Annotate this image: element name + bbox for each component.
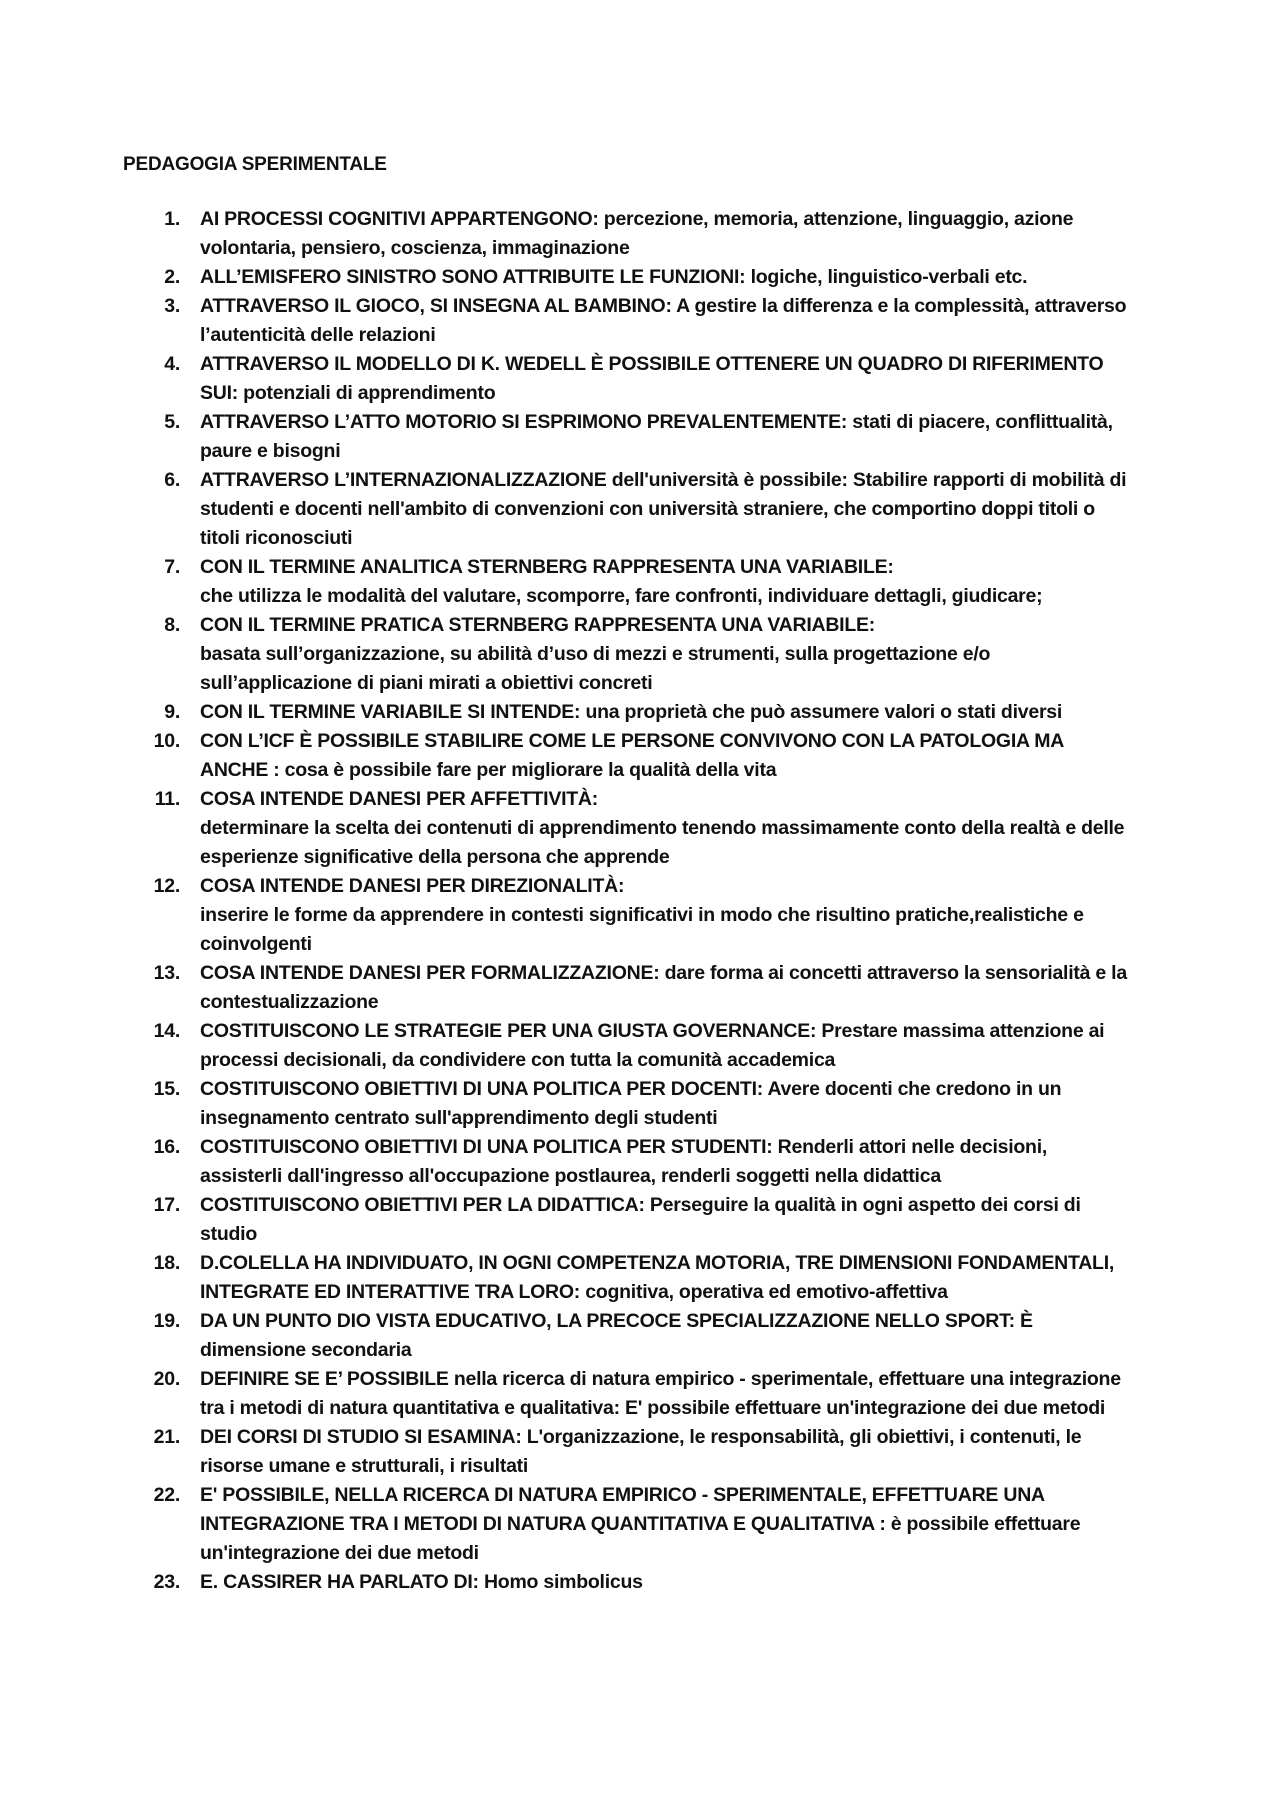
item-number: 9.: [164, 701, 180, 723]
question-text: ALL’EMISFERO SINISTRO SONO ATTRIBUITE LE FUNZIONI:: [200, 266, 746, 288]
list-item: [0, 1075, 1280, 1133]
list-item: [0, 350, 1280, 408]
question-text: ATTRAVERSO L’ATTO MOTORIO SI ESPRIMONO PREVALENTEMENTE:: [200, 411, 848, 433]
answer-text: nella ricerca di natura empirico - sperimentale, effettuare una integrazione tra i metodi di natura quantitativa e qualitativa: E' possibile effettuare un'integrazione dei due metodi: [200, 1368, 1121, 1419]
item-text: [200, 466, 1130, 553]
item-number: 18.: [153, 1252, 180, 1274]
list-item: [0, 1133, 1280, 1191]
item-text: [200, 1133, 1130, 1191]
document-title: PEDAGOGIA SPERIMENTALE: [123, 154, 387, 175]
item-text: [200, 1307, 1130, 1365]
item-text: [200, 263, 1130, 292]
item-number: 15.: [153, 1078, 180, 1100]
answer-text: L'organizzazione, le responsabilità, gli obiettivi, i contenuti, le risorse umane e strutturali, i risultati: [200, 1426, 1082, 1477]
item-text: [200, 350, 1130, 408]
question-text: E. CASSIRER HA PARLATO DI:: [200, 1571, 479, 1593]
item-number: 11.: [154, 788, 180, 810]
question-text: CON IL TERMINE VARIABILE SI INTENDE:: [200, 701, 581, 723]
question-text: DEI CORSI DI STUDIO SI ESAMINA:: [200, 1426, 522, 1448]
list-item: [0, 1481, 1280, 1568]
item-number: 10.: [153, 730, 180, 752]
item-text: [200, 1017, 1130, 1075]
list-item: [0, 698, 1280, 727]
item-number: 16.: [153, 1136, 180, 1158]
answer-text: determinare la scelta dei contenuti di apprendimento tenendo massimamente conto della realtà e delle esperienze significative della persona che apprende: [200, 817, 1125, 868]
answer-text: dell'università è possibile: Stabilire rapporti di mobilità di studenti e docenti nell'ambito di convenzioni con università straniere, che comportino doppi titoli o titoli riconosciuti: [200, 469, 1127, 549]
answer-text: Homo simbolicus: [483, 1571, 643, 1593]
question-text: ATTRAVERSO IL GIOCO, SI INSEGNA AL BAMBINO:: [200, 295, 672, 317]
item-number: 12.: [153, 875, 180, 897]
item-text: [200, 1365, 1130, 1423]
answer-text: basata sull’organizzazione, su abilità d’uso di mezzi e strumenti, sulla progettazione e/o sull’applicazione di piani mirati a obiettivi concreti: [200, 643, 991, 694]
answer-text: che utilizza le modalità del valutare, scomporre, fare confronti, individuare dettagli, giudicare;: [200, 585, 1043, 607]
item-text: [200, 872, 1130, 959]
item-text: [200, 1191, 1130, 1249]
item-text: [200, 1568, 1130, 1597]
item-number: 17.: [153, 1194, 180, 1216]
item-number: 14.: [153, 1020, 180, 1042]
answer-text: È dimensione secondaria: [200, 1310, 1033, 1361]
question-text: ATTRAVERSO L’INTERNAZIONALIZZAZIONE: [200, 469, 607, 491]
list-item: [0, 263, 1280, 292]
item-number: 22.: [153, 1484, 180, 1506]
list-item: [0, 1017, 1280, 1075]
question-text: DA UN PUNTO DIO VISTA EDUCATIVO, LA PRECOCE SPECIALIZZAZIONE NELLO SPORT:: [200, 1310, 1015, 1332]
answer-text: inserire le forme da apprendere in contesti significativi in modo che risultino pratiche,realistiche e coinvolgenti: [200, 904, 1084, 955]
question-text: COSA INTENDE DANESI PER AFFETTIVITÀ:: [200, 788, 598, 810]
list-item: [0, 205, 1280, 263]
item-text: [200, 785, 1130, 872]
question-text: D.COLELLA HA INDIVIDUATO, IN OGNI COMPETENZA MOTORIA, TRE DIMENSIONI FONDAMENTALI, INTEGRATE ED INTERATTIVE TRA LORO:: [200, 1252, 1115, 1303]
item-text: [200, 205, 1130, 263]
list-item: [0, 408, 1280, 466]
list-item: [0, 1423, 1280, 1481]
answer-text: Renderli attori nelle decisioni, assisterli dall'ingresso all'occupazione postlaurea, renderli soggetti nella didattica: [200, 1136, 1048, 1187]
item-text: [200, 727, 1130, 785]
item-number: 7.: [164, 556, 180, 578]
list-item: [0, 611, 1280, 698]
item-number: 3.: [164, 295, 180, 317]
item-number: 5.: [164, 411, 180, 433]
answer-text: Prestare massima attenzione ai processi decisionali, da condividere con tutta la comunità accademica: [200, 1020, 1105, 1071]
item-number: 21.: [153, 1426, 180, 1448]
list-item: [0, 1191, 1280, 1249]
item-text: [200, 1075, 1130, 1133]
list-item: [0, 872, 1280, 959]
question-text: DEFINIRE SE E’ POSSIBILE: [200, 1368, 449, 1390]
list-item: [0, 466, 1280, 553]
question-text: E' POSSIBILE, NELLA RICERCA DI NATURA EMPIRICO - SPERIMENTALE, EFFETTUARE UNA INTEGRAZIONE TRA I METODI DI NATURA QUANTITATIVA E QUALITATIVA :: [200, 1484, 1045, 1535]
item-text: [200, 292, 1130, 350]
question-text: COSA INTENDE DANESI PER FORMALIZZAZIONE:: [200, 962, 660, 984]
question-text: COSTITUISCONO OBIETTIVI PER LA DIDATTICA:: [200, 1194, 645, 1216]
answer-text: stati di piacere, conflittualità, paure e bisogni: [200, 411, 1113, 462]
question-text: CON IL TERMINE PRATICA STERNBERG RAPPRESENTA UNA VARIABILE:: [200, 614, 875, 636]
question-text: COSA INTENDE DANESI PER DIREZIONALITÀ:: [200, 875, 625, 897]
answer-text: Avere docenti che credono in un insegnamento centrato sull'apprendimento degli studenti: [200, 1078, 1062, 1129]
item-number: 20.: [153, 1368, 180, 1390]
question-text: CON L’ICF È POSSIBILE STABILIRE COME LE PERSONE CONVIVONO CON LA PATOLOGIA MA ANCHE :: [200, 730, 1064, 781]
item-number: 6.: [164, 469, 180, 491]
question-text: ATTRAVERSO IL MODELLO DI K. WEDELL È POSSIBILE OTTENERE UN QUADRO DI RIFERIMENTO SUI:: [200, 353, 1104, 404]
question-list: [0, 205, 1280, 1597]
item-text: [200, 698, 1130, 727]
answer-text: una proprietà che può assumere valori o stati diversi: [585, 701, 1063, 723]
answer-text: potenziali di apprendimento: [243, 382, 496, 404]
list-item: [0, 1249, 1280, 1307]
list-item: [0, 1307, 1280, 1365]
question-text: COSTITUISCONO LE STRATEGIE PER UNA GIUSTA GOVERNANCE:: [200, 1020, 817, 1042]
item-text: [200, 959, 1130, 1017]
question-text: COSTITUISCONO OBIETTIVI DI UNA POLITICA PER STUDENTI:: [200, 1136, 773, 1158]
item-text: [200, 611, 1130, 698]
list-item: [0, 553, 1280, 611]
item-number: 4.: [164, 353, 180, 375]
list-item: [0, 785, 1280, 872]
item-number: 19.: [153, 1310, 180, 1332]
answer-text: A gestire la differenza e la complessità, attraverso l’autenticità delle relazioni: [200, 295, 1127, 346]
item-text: [200, 1481, 1130, 1568]
answer-text: Perseguire la qualità in ogni aspetto dei corsi di studio: [200, 1194, 1081, 1245]
question-text: AI PROCESSI COGNITIVI APPARTENGONO:: [200, 208, 599, 230]
item-number: 23.: [153, 1571, 180, 1593]
answer-text: percezione, memoria, attenzione, linguaggio, azione volontaria, pensiero, coscienza, immaginazione: [200, 208, 1074, 259]
answer-text: cosa è possibile fare per migliorare la qualità della vita: [284, 759, 777, 781]
answer-text: logiche, linguistico-verbali etc.: [750, 266, 1028, 288]
item-text: [200, 408, 1130, 466]
answer-text: è possibile effettuare un'integrazione dei due metodi: [200, 1513, 1081, 1564]
list-item: [0, 1568, 1280, 1597]
item-text: [200, 1249, 1130, 1307]
item-number: 1.: [164, 208, 180, 230]
question-text: CON IL TERMINE ANALITICA STERNBERG RAPPRESENTA UNA VARIABILE:: [200, 556, 894, 578]
question-text: COSTITUISCONO OBIETTIVI DI UNA POLITICA PER DOCENTI:: [200, 1078, 763, 1100]
item-text: [200, 1423, 1130, 1481]
list-item: [0, 727, 1280, 785]
list-item: [0, 292, 1280, 350]
item-text: [200, 553, 1130, 611]
answer-text: cognitiva, operativa ed emotivo-affettiva: [585, 1281, 948, 1303]
item-number: 2.: [164, 266, 180, 288]
list-item: [0, 1365, 1280, 1423]
answer-text: dare forma ai concetti attraverso la sensorialità e la contestualizzazione: [200, 962, 1127, 1013]
list-item: [0, 959, 1280, 1017]
item-number: 8.: [164, 614, 180, 636]
item-number: 13.: [153, 962, 180, 984]
